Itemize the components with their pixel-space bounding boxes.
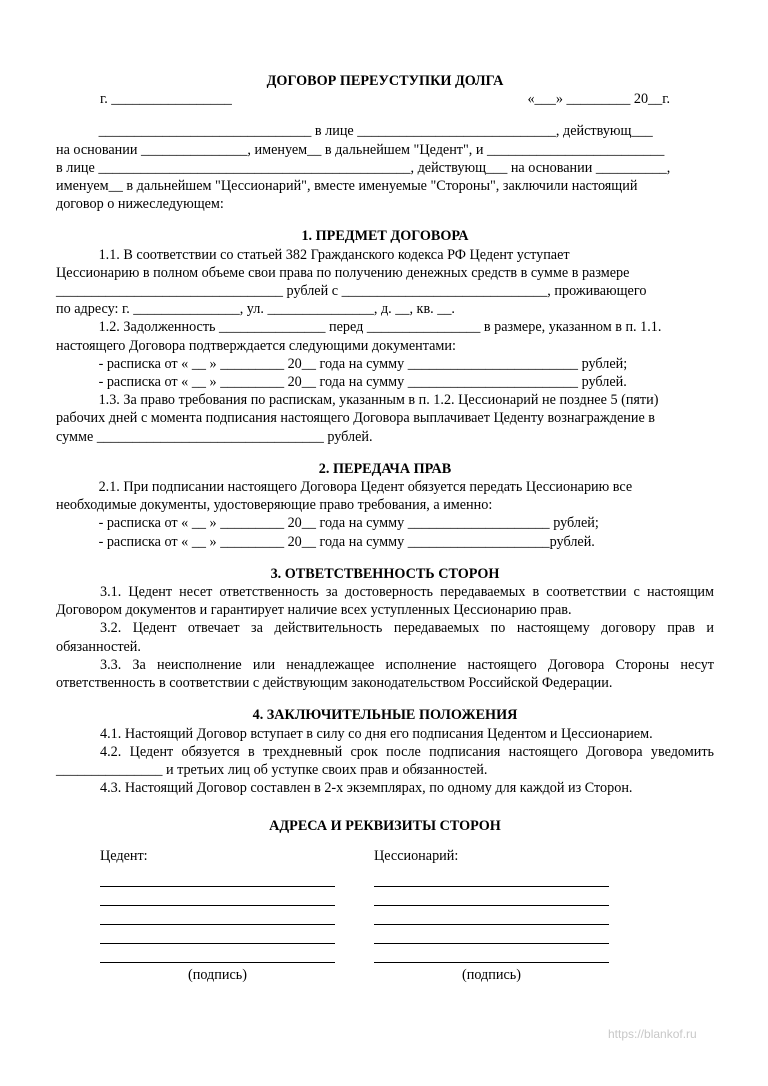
text-line: настоящего Договора подтверждается следующими документами: xyxy=(56,337,456,354)
text-line: 1.3. За право требования по распискам, указанным в п. 1.2. Цессионарий не позднее 5 (пяти) xyxy=(56,392,659,409)
clause-paragraph: 4.1. Настоящий Договор вступает в силу со дня его подписания Цедентом и Цессионарием. xyxy=(100,725,653,742)
section-4 xyxy=(56,725,714,798)
section-3 xyxy=(56,583,714,692)
signature-caption: (подпись) xyxy=(462,967,521,983)
text-line: ______________________________ в лице ____________________________, действующ___ xyxy=(56,123,653,140)
text-line: именуем__ в дальнейшем "Цессионарий", вместе именуемые "Стороны", заключили настоящий xyxy=(56,178,638,195)
section-heading: 4. ЗАКЛЮЧИТЕЛЬНЫЕ ПОЛОЖЕНИЯ xyxy=(252,707,518,724)
signature-caption: (подпись) xyxy=(188,967,247,983)
text-line: - расписка от « __ » _________ 20__ года на сумму ________________________ рублей; xyxy=(56,355,628,372)
requisite-line xyxy=(100,887,335,906)
text-line: Цессионарию в полном объеме свои права по получению денежных средств в сумме в размере xyxy=(56,264,630,281)
cedent-label: Цедент: xyxy=(100,848,148,864)
city-field: г. _________________ xyxy=(100,91,232,108)
text-line: ________________________________ рублей с _____________________________, проживающего xyxy=(56,283,647,300)
text-line: - расписка от « __ » _________ 20__ года на сумму ____________________ рублей; xyxy=(56,515,599,532)
intro-paragraph xyxy=(56,122,714,213)
requisite-line xyxy=(374,906,609,925)
requisite-line xyxy=(100,925,335,944)
text-line: сумме ________________________________ рублей. xyxy=(56,428,373,445)
requisite-line xyxy=(374,925,609,944)
clause-paragraph: 3.1. Цедент несет ответственность за достоверность передаваемых в соответствии с настоящим Договором документов и гарантирует наличие всех уступленных Цессионарию прав. xyxy=(56,584,714,619)
text-line: 2.1. При подписании настоящего Договора Цедент обязуется передать Цессионарию все xyxy=(56,479,633,496)
text-line: по адресу: г. _______________, ул. _______________, д. __, кв. __. xyxy=(56,301,455,318)
requisite-line xyxy=(374,944,609,963)
text-line: - расписка от « __ » _________ 20__ года на сумму ________________________ рублей. xyxy=(56,374,627,391)
clause-paragraph: 3.3. За неисполнение или ненадлежащее исполнение настоящего Договора Стороны несут ответственность в соответствии с действующим законодательством Российской Федерации. xyxy=(56,656,714,692)
clause-paragraph: 4.3. Настоящий Договор составлен в 2-х экземплярах, по одному для каждой из Сторон. xyxy=(100,780,633,797)
text-line: 1.2. Задолженность _______________ перед ________________ в размере, указанном в п. 1.1. xyxy=(56,319,662,336)
requisite-line xyxy=(374,868,609,887)
cessionary-column xyxy=(374,848,609,984)
clause-paragraph: 4.2. Цедент обязуется в трехдневный срок после подписания настоящего Договора уведомить _______________ и третьих лиц об уступке своих прав и обязанностей. xyxy=(56,743,714,778)
requisite-line xyxy=(374,887,609,906)
cedent-column xyxy=(100,848,335,984)
text-line: 1.1. В соответствии со статьей 382 Гражданского кодекса РФ Цедент уступает xyxy=(56,246,570,263)
requisite-line xyxy=(100,906,335,925)
section-1 xyxy=(56,246,714,446)
clause-paragraph: 3.2. Цедент отвечает за действительность передаваемых по настоящему договору прав и обязанностей. xyxy=(56,620,714,655)
text-line: - расписка от « __ » _________ 20__ года на сумму ____________________рублей. xyxy=(56,533,595,550)
requisite-line xyxy=(100,944,335,963)
date-field: «___» _________ 20__г. xyxy=(527,91,670,108)
text-line: в лице ____________________________________________, действующ___ на основании __________, xyxy=(56,159,671,176)
text-line: на основании _______________, именуем__ в дальнейшем "Цедент", и _________________________ xyxy=(56,141,665,158)
watermark: https://blankof.ru xyxy=(608,1027,697,1041)
section-heading: АДРЕСА И РЕКВИЗИТЫ СТОРОН xyxy=(269,818,501,835)
cessionary-label: Цессионарий: xyxy=(374,848,459,864)
section-heading: 3. ОТВЕТСТВЕННОСТЬ СТОРОН xyxy=(270,565,500,582)
section-heading: 2. ПЕРЕДАЧА ПРАВ xyxy=(318,460,452,477)
section-2 xyxy=(56,478,714,551)
text-line: договор о нижеследующем: xyxy=(56,196,224,213)
document-title: ДОГОВОР ПЕРЕУСТУПКИ ДОЛГА xyxy=(266,73,504,89)
text-line: рабочих дней с момента подписания настоящего Договора выплачивает Цеденту вознаграждение в xyxy=(56,410,656,427)
requisite-line xyxy=(100,868,335,887)
section-heading: 1. ПРЕДМЕТ ДОГОВОРА xyxy=(301,228,469,245)
document-body xyxy=(56,72,714,836)
place-date-row xyxy=(56,90,714,108)
text-line: необходимые документы, удостоверяющие право требования, а именно: xyxy=(56,497,493,514)
